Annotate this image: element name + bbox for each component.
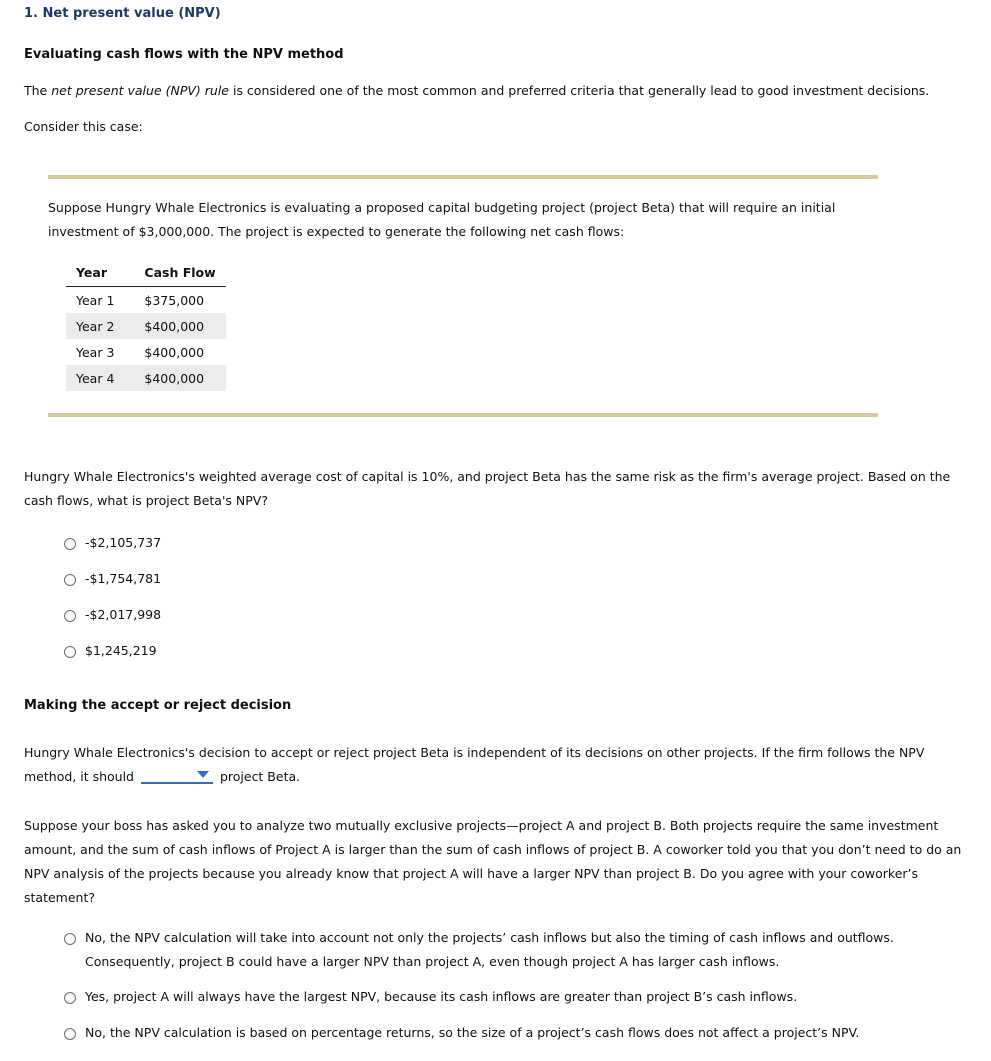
boss-paragraph xyxy=(24,814,961,910)
boss-line-4: statement? xyxy=(24,890,95,905)
option-label: $1,245,219 xyxy=(85,643,157,658)
cell-year: Year 1 xyxy=(76,292,115,308)
case-line-2: investment of $3,000,000. The project is expected to generate the following net cash flows: xyxy=(48,224,625,239)
table-header-row xyxy=(66,262,226,287)
radio-button[interactable] xyxy=(64,933,76,945)
section-title-evaluating: Evaluating cash flows with the NPV method xyxy=(24,47,344,62)
radio-button[interactable] xyxy=(64,538,76,550)
cell-year: Year 2 xyxy=(66,313,134,339)
cash-flow-table xyxy=(66,262,226,391)
option-label: No, the NPV calculation is based on percentage returns, so the size of a project’s cash flows does not affect a project’s NPV. xyxy=(85,1025,860,1040)
section-title-accept-reject: Making the accept or reject decision xyxy=(24,698,292,713)
table-row xyxy=(66,313,226,339)
npv-option-4[interactable] xyxy=(64,645,157,663)
radio-button[interactable] xyxy=(64,992,76,1004)
cell-cash-flow: $400,000 xyxy=(134,313,225,339)
option-label: -$2,017,998 xyxy=(85,607,162,622)
question1-line-2: cash flows, what is project Beta's NPV? xyxy=(24,493,268,508)
header-cash-flow: Cash Flow xyxy=(134,262,225,287)
case-bottom-rule xyxy=(48,413,878,417)
table-row xyxy=(66,287,226,314)
question1-line-1: Hungry Whale Electronics's weighted average cost of capital is 10%, and project Beta has the same risk as the firm's average project. Based on the xyxy=(24,469,951,484)
radio-button[interactable] xyxy=(64,610,76,622)
radio-button[interactable] xyxy=(64,574,76,586)
option-line-2: Consequently, project B could have a larger NPV than project A, even though project A has larger cash inflows. xyxy=(85,954,780,969)
cell-year: Year 4 xyxy=(66,365,134,391)
cell-cash-flow: $375,000 xyxy=(144,292,205,308)
boss-line-1: Suppose your boss has asked you to analyze two mutually exclusive projects—project A and project B. Both projects require the same investment xyxy=(24,818,939,833)
option-line-1: No, the NPV calculation will take into account not only the projects’ cash inflows but also the timing of cash inflows and outflows. xyxy=(85,930,894,945)
boss-line-3: NPV analysis of the projects because you already know that project A will have a larger NPV than project B. Do you agree with your coworker’s xyxy=(24,866,919,881)
case-top-rule xyxy=(48,175,878,179)
decision-line-2 xyxy=(24,765,924,789)
decision-prefix: method, it should xyxy=(24,769,134,784)
consider-text: Consider this case: xyxy=(24,119,143,134)
intro-italic-term: net present value (NPV) rule xyxy=(51,83,229,98)
accept-reject-dropdown[interactable] xyxy=(141,768,213,784)
npv-option-2[interactable] xyxy=(64,573,161,591)
decision-paragraph xyxy=(24,741,924,789)
cell-year: Year 3 xyxy=(76,344,115,360)
table-row xyxy=(66,365,226,391)
intro-paragraph xyxy=(24,83,929,98)
npv-option-1[interactable] xyxy=(64,537,161,555)
cell-cash-flow: $400,000 xyxy=(134,365,225,391)
coworker-option-3[interactable] xyxy=(64,1027,859,1045)
intro-prefix: The xyxy=(24,83,52,98)
radio-button[interactable] xyxy=(64,646,76,658)
intro-suffix: is considered one of the most common and preferred criteria that generally lead to good investment decisions. xyxy=(229,83,930,98)
option-label: -$2,105,737 xyxy=(85,535,162,550)
option-label xyxy=(85,926,894,974)
boss-line-2: amount, and the sum of cash inflows of Project A is larger than the sum of cash inflows of project B. A coworker told you that you don’t need to do an xyxy=(24,842,962,857)
chevron-down-icon[interactable] xyxy=(197,771,209,778)
option-label: Yes, project A will always have the largest NPV, because its cash inflows are greater than project B’s cash inflows. xyxy=(85,989,798,1004)
question1-text xyxy=(24,465,950,513)
radio-button[interactable] xyxy=(64,1028,76,1040)
coworker-option-2[interactable] xyxy=(64,991,797,1009)
header-year: Year xyxy=(66,262,134,287)
coworker-option-1[interactable] xyxy=(64,932,894,974)
npv-option-3[interactable] xyxy=(64,609,161,627)
case-line-1: Suppose Hungry Whale Electronics is evaluating a proposed capital budgeting project (project Beta) that will require an initial xyxy=(48,200,836,215)
cash-flow-table-wrap xyxy=(66,262,226,391)
table-row xyxy=(66,339,226,365)
case-description xyxy=(48,196,835,244)
option-label: -$1,754,781 xyxy=(85,571,162,586)
question-title: 1. Net present value (NPV) xyxy=(24,6,221,21)
decision-line-1: Hungry Whale Electronics's decision to accept or reject project Beta is independent of its decisions on other projects. If the firm follows the NPV xyxy=(24,745,925,760)
cell-cash-flow: $400,000 xyxy=(144,344,205,360)
decision-suffix: project Beta. xyxy=(219,769,301,784)
